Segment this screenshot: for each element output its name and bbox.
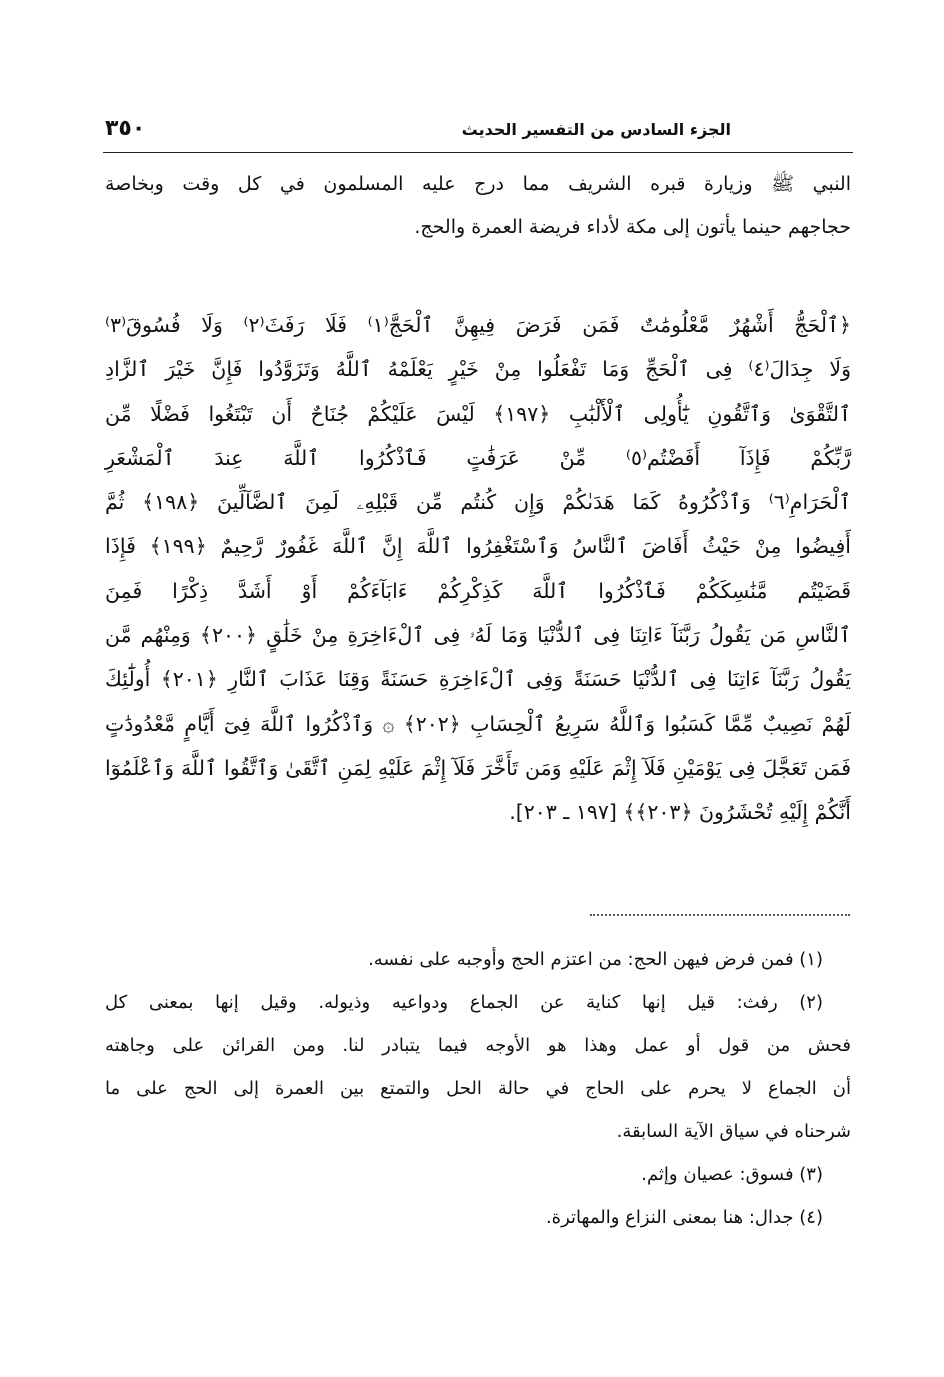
footnote-3: (٣) فسوق: عصيان وإثم. <box>641 1164 823 1185</box>
verse-line: يَقُولُ رَبَّنَآ ءَاتِنَا فِى ٱلدُّنْيَا حَسَنَةً وَفِى ٱلْءَاخِرَةِ حَسَنَةً وَقِنَا عَذَابَ ٱلنَّارِ ﴿٢٠١﴾ أُولَٰٓئِكَ <box>105 667 851 692</box>
page-number: ٣٥٠ <box>105 116 146 141</box>
verse-line: ٱلتَّقْوَىٰ وَٱتَّقُونِ يَٰٓأُولِى ٱلْأَلْبَٰبِ ﴿١٩٧﴾ لَيْسَ عَلَيْكُمْ جُنَاحٌ أَن تَبْتَغُوا فَضْلًا مِّن <box>105 401 851 426</box>
verse-line: رَّبِّكُمْ فَإِذَآ أَفَضْتُم⁽٥⁾ مِّنْ عَرَفَٰتٍ فَٱذْكُرُوا ٱللَّهَ عِندَ ٱلْمَشْعَرِ <box>105 445 852 470</box>
footnote-separator <box>590 914 850 916</box>
footnote-2-cont: أن الجماع لا يحرم على الحاج في حالة الحل والتمتع بين العمرة إلى الحج على ما <box>105 1078 851 1099</box>
footnote-1: (١) فمن فرض فيهن الحج: من اعتزم الحج وأوجبه على نفسه. <box>368 949 823 970</box>
verse-line: ٱلْحَرَامِ⁽٦⁾ وَٱذْكُرُوهُ كَمَا هَدَىٰكُمْ وَإِن كُنتُم مِّن قَبْلِهِۦ لَمِنَ ٱلضَّآلِّينَ ﴿١٩٨﴾ ثُمَّ <box>105 490 851 515</box>
footnote-2: (٢) رفث: قيل إنها كناية عن الجماع ودواعيه وذيوله. وقيل إنها بمعنى كل <box>105 992 823 1013</box>
text-line: النبي ﷺ وزيارة قبره الشريف مما درج عليه المسلمون في كل وقت وبخاصة <box>105 173 851 195</box>
quran-passage <box>105 303 851 835</box>
verse-line: ﴿ٱلْحَجُّ أَشْهُرٌ مَّعْلُومَٰتٌ فَمَن فَرَضَ فِيهِنَّ ٱلْحَجَّ⁽١⁾ فَلَا رَفَثَ⁽٢⁾ وَلَا فُسُوقَ⁽٣⁾ <box>105 313 851 337</box>
verse-line: قَضَيْتُم مَّنَٰسِكَكُمْ فَٱذْكُرُوا ٱللَّهَ كَذِكْرِكُمْ ءَابَآءَكُمْ أَوْ أَشَدَّ ذِكْرًا فَمِنَ <box>105 578 851 603</box>
verse-line: لَهُمْ نَصِيبٌ مِّمَّا كَسَبُوا وَٱللَّهُ سَرِيعُ ٱلْحِسَابِ ﴿٢٠٢﴾ ۞ وَٱذْكُرُوا ٱللَّهَ فِىٓ أَيَّامٍ مَّعْدُودَٰتٍ <box>105 711 851 736</box>
verse-line: أَنَّكُمْ إِلَيْهِ تُحْشَرُونَ ﴿٢٠٣﴾﴾ [١٩٧ ـ ٢٠٣]. <box>509 800 851 825</box>
footnote-2-cont: شرحناه في سياق الآية السابقة. <box>616 1121 851 1142</box>
header-rule <box>103 152 853 153</box>
running-title: الجزء السادس من التفسير الحديث <box>461 120 731 139</box>
footnote-2-cont: فحش من قول أو عمل وهذا هو الأوجه فيما يتبادر لنا. ومن القرائن على وجاهته <box>105 1035 851 1056</box>
footnotes <box>105 938 851 1239</box>
text-line: حجاجهم حينما يأتون إلى مكة لأداء فريضة العمرة والحج. <box>414 216 851 238</box>
verse-line: وَلَا جِدَالَ⁽٤⁾ فِى ٱلْحَجِّ وَمَا تَفْعَلُوا مِنْ خَيْرٍ يَعْلَمْهُ ٱللَّهُ وَتَزَوَّدُوا فَإِنَّ خَيْرَ ٱلزَّادِ <box>105 357 851 382</box>
verse-line: أَفِيضُوا مِنْ حَيْثُ أَفَاضَ ٱلنَّاسُ وَٱسْتَغْفِرُوا ٱللَّهَ إِنَّ ٱللَّهَ غَفُورٌ رَّحِيمٌ ﴿١٩٩﴾ فَإِذَا <box>105 534 851 559</box>
footnote-4: (٤) جدال: هنا بمعنى النزاع والمهاترة. <box>545 1207 823 1228</box>
verse-line: فَمَن تَعَجَّلَ فِى يَوْمَيْنِ فَلَآ إِثْمَ عَلَيْهِ وَمَن تَأَخَّرَ فَلَآ إِثْمَ عَلَيْهِ لِمَنِ ٱتَّقَىٰ وَٱتَّقُوا ٱللَّهَ وَٱعْلَمُوٓا <box>105 755 851 780</box>
intro-paragraph <box>105 163 851 249</box>
verse-line: ٱلنَّاسِ مَن يَقُولُ رَبَّنَآ ءَاتِنَا فِى ٱلدُّنْيَا وَمَا لَهُۥ فِى ٱلْءَاخِرَةِ مِنْ خَلَٰقٍ ﴿٢٠٠﴾ وَمِنْهُم مَّن <box>105 623 851 648</box>
running-header <box>105 112 851 152</box>
